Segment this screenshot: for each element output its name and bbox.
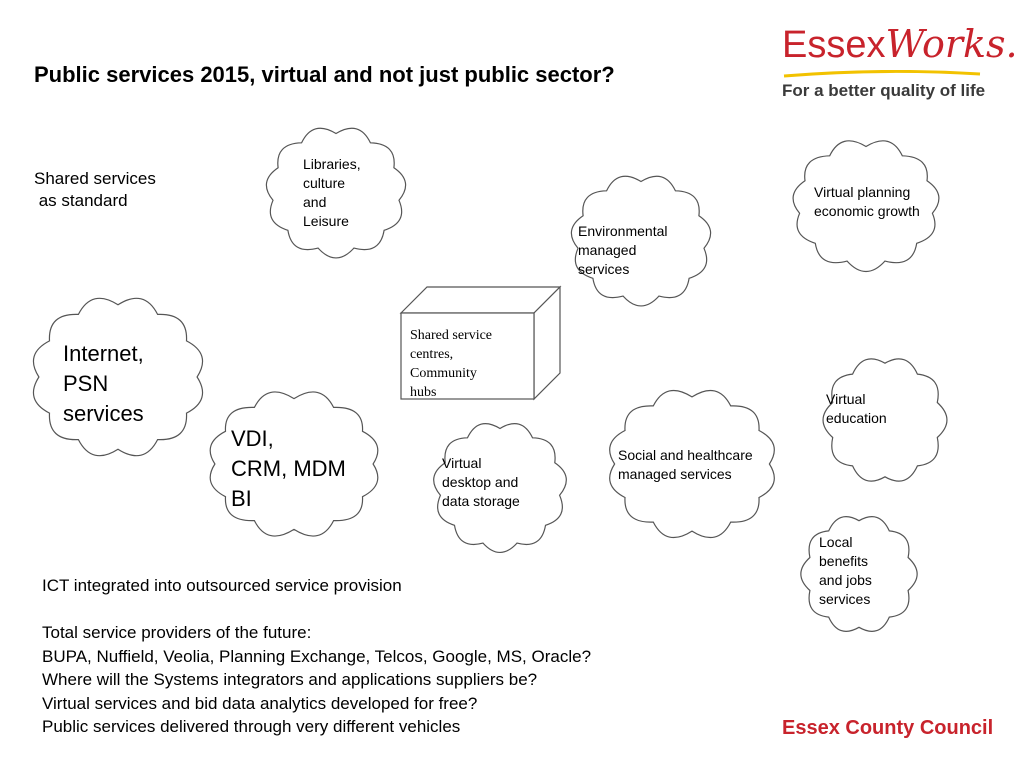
logo-tagline: For a better quality of life <box>782 81 986 100</box>
cloud-label-benefits: Local benefits and jobs services <box>819 534 872 607</box>
cloud-label-planning: Virtual planning economic growth <box>814 184 920 219</box>
bottom-line: BUPA, Nuffield, Veolia, Planning Exchange, Telcos, Google, MS, Oracle? <box>42 646 592 666</box>
cloud-label-environmental: Environmental managed services <box>578 223 668 277</box>
cloud-label-desktop: Virtual desktop and data storage <box>442 455 520 509</box>
logo-word-essex: Essex <box>782 24 886 66</box>
bottom-line: Total service providers of the future: <box>42 623 312 642</box>
cloud-label-vdi: VDI, CRM, MDM BI <box>231 426 346 511</box>
page-title: Public services 2015, virtual and not just public sector? <box>34 62 615 87</box>
logo-word-works: Works. <box>885 22 1018 66</box>
bottom-line: ICT integrated into outsourced service provision <box>42 576 402 595</box>
cloud-label-social: Social and healthcare managed services <box>618 447 753 482</box>
essex-county-council-logo: Essex County Council <box>782 717 994 739</box>
bottom-line: Where will the Systems integrators and applications suppliers be? <box>42 670 538 689</box>
bottom-line <box>42 598 591 622</box>
bottom-line: Public services delivered through very different vehicles <box>42 717 461 736</box>
bottom-text-block <box>42 574 591 739</box>
cloud-label-libraries: Libraries, culture and Leisure <box>303 156 361 229</box>
cloud-label-education: Virtual education <box>826 391 887 426</box>
bottom-line: Virtual services and bid data analytics developed for free? <box>42 693 478 713</box>
box-label: Shared service centres, Community hubs <box>410 328 493 400</box>
cloud-label-internet: Internet, PSN services <box>63 341 144 426</box>
shared-services-text: Shared services as standard <box>34 169 156 210</box>
